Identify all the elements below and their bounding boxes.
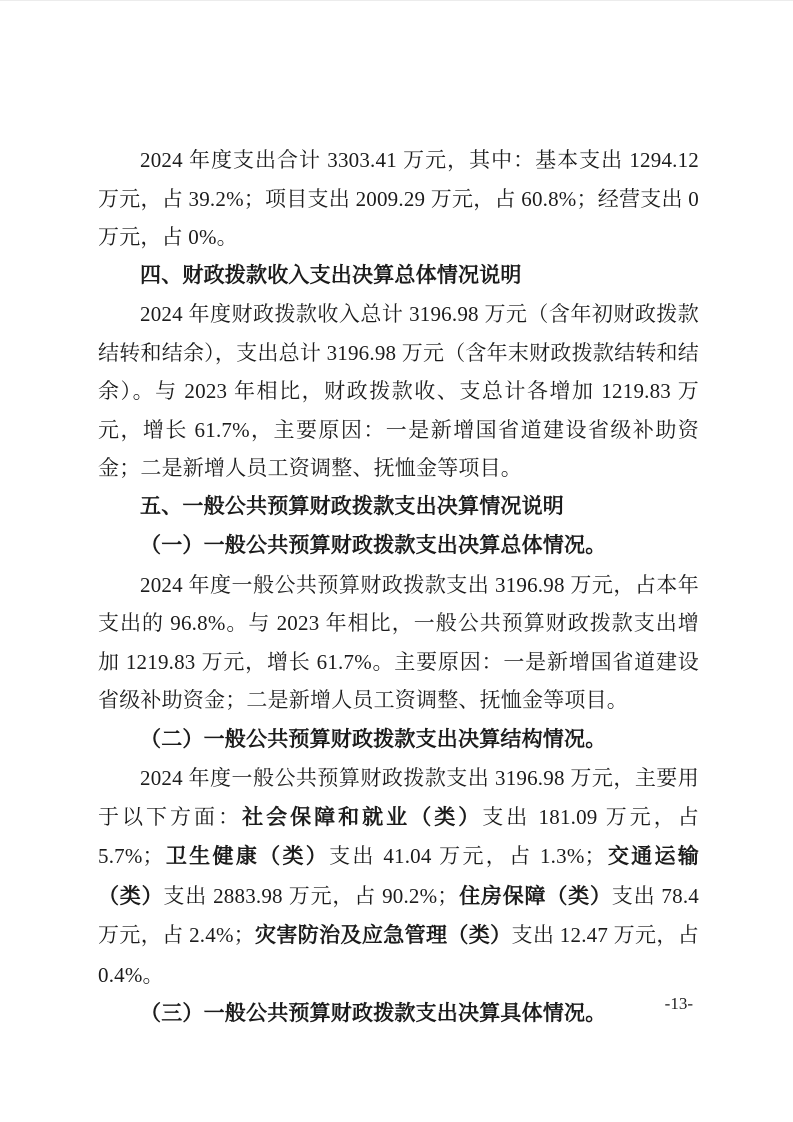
subsection-heading-5-3 <box>98 994 699 1034</box>
bold-text-run: 五、一般公共预算财政拨款支出决算情况说明 <box>140 494 564 518</box>
text-run: 支出 12.47 万元，占 0.4%。 <box>98 923 699 987</box>
bold-text-run: （二）一般公共预算财政拨款支出决算结构情况。 <box>140 727 607 751</box>
bold-text-run: 四、财政拨款收入支出决算总体情况说明 <box>140 263 522 287</box>
document-content <box>98 141 699 1034</box>
bold-text-run: 住房保障（类） <box>458 884 612 908</box>
subsection-heading-5-1 <box>98 526 699 566</box>
text-run: 支出 78.4 万元，占 2.4%； <box>98 883 699 947</box>
text-run: 支出 2883.98 万元，占 90.2%； <box>163 883 459 908</box>
paragraph-fiscal-appropriation-overview <box>98 295 699 488</box>
page-number: -13- <box>664 994 693 1013</box>
text-run: 支出 41.04 万元，占 1.3%； <box>329 844 606 868</box>
bold-text-run: 社会保障和就业（类） <box>242 805 483 829</box>
section-heading-5 <box>98 488 699 527</box>
bold-text-run: 交通运输（类） <box>98 845 699 908</box>
section-heading-4 <box>98 257 699 296</box>
paragraph-expenditure-total <box>98 141 699 257</box>
bold-text-run: 卫生健康（类） <box>163 845 330 868</box>
text-run: 2024 年度一般公共预算财政拨款支出 3196.98 万元，占本年支出的 96.8%。与 2023 年相比，一般公共预算财政拨款支出增加 1219.83 万元，增长 61.7%。主要原因：一是新增国省道建设省级补助资金；二是新增人员工资调整、抚恤金等项目。 <box>98 572 699 712</box>
bold-text-run: （一）一般公共预算财政拨款支出决算总体情况。 <box>140 534 607 557</box>
bold-text-run: 灾害防治及应急管理（类） <box>254 924 512 947</box>
text-run: 支出 181.09 万元，占 5.7%； <box>98 804 700 868</box>
bold-text-run: （三）一般公共预算财政拨款支出决算具体情况。 <box>140 1002 607 1025</box>
text-run: 2024 年度财政拨款收入总计 3196.98 万元（含年初财政拨款结转和结余），支出总计 3196.98 万元（含年末财政拨款结转和结余）。与 2023 年相比，财政拨款收、支总计各增加 1219.83 万元，增长 61.7%，主要原因：一是新增国省道建设省级补助资金；二是新增人员工资调整、抚恤金等项目。 <box>98 302 699 480</box>
paragraph-general-budget-overview <box>98 566 699 720</box>
text-run: 2024 年度支出合计 3303.41 万元，其中：基本支出 1294.12 万元，占 39.2%；项目支出 2009.29 万元，占 60.8%；经营支出 0 万元，占 0%。 <box>98 148 699 249</box>
text-run: 2024 年度一般公共预算财政拨款支出 3196.98 万元，主要用于以下方面： <box>98 766 699 829</box>
paragraph-expenditure-structure <box>98 759 699 994</box>
subsection-heading-5-2 <box>98 720 699 760</box>
